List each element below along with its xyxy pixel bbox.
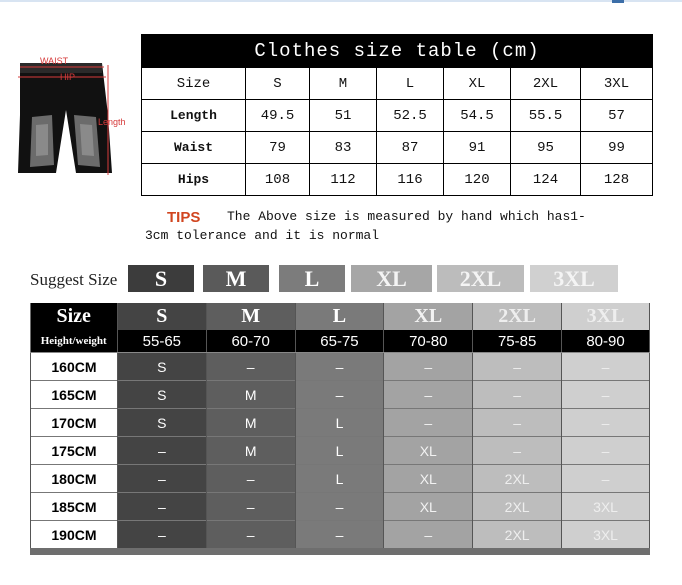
table-cell: 128 (581, 164, 653, 196)
height-weight-row (31, 330, 650, 353)
size-header-row (31, 303, 650, 330)
header-cell: L (377, 68, 444, 100)
suggest-size-m: M (203, 265, 269, 292)
table-cell: 87 (377, 132, 444, 164)
table-row (31, 353, 650, 381)
size-cell: S (117, 381, 206, 409)
table-cell: 120 (444, 164, 511, 196)
tips-text-line2: 3cm tolerance and it is normal (145, 228, 380, 243)
header-cell: 3XL (581, 68, 653, 100)
height-weight-size-table (30, 303, 650, 548)
table-cell: 51 (310, 100, 377, 132)
size-cell: – (295, 493, 384, 521)
table-row (31, 465, 650, 493)
height-cell: 190CM (31, 521, 118, 549)
suggest-size-xl: XL (351, 265, 432, 292)
size-cell: – (295, 521, 384, 549)
table-cell: 108 (246, 164, 310, 196)
size-cell: – (295, 381, 384, 409)
table-cell: 55.5 (511, 100, 581, 132)
size-header-cell: S (117, 303, 206, 330)
shorts-illustration (10, 55, 135, 185)
size-cell: – (562, 381, 650, 409)
size-cell: M (206, 381, 295, 409)
weight-range-cell: 70-80 (384, 330, 473, 353)
size-cell: – (473, 381, 562, 409)
size-cell: – (473, 353, 562, 381)
height-weight-table-container (30, 303, 650, 555)
weight-range-cell: 80-90 (562, 330, 650, 353)
row-label: Waist (142, 132, 246, 164)
size-cell: 2XL (473, 521, 562, 549)
table-cell: 57 (581, 100, 653, 132)
size-cell: – (384, 521, 473, 549)
size-cell: – (562, 409, 650, 437)
table-cell: 52.5 (377, 100, 444, 132)
size-cell: 3XL (562, 493, 650, 521)
size-header-cell: L (295, 303, 384, 330)
height-cell: 175CM (31, 437, 118, 465)
table-cell: 116 (377, 164, 444, 196)
header-row (142, 68, 653, 100)
suggest-size-3xl: 3XL (530, 265, 618, 292)
suggest-size-label: Suggest Size (30, 270, 118, 289)
header-cell: Size (142, 68, 246, 100)
size-cell: M (206, 409, 295, 437)
table-cell: 95 (511, 132, 581, 164)
size-header-cell: 3XL (562, 303, 650, 330)
table-row (142, 100, 653, 132)
weight-range-cell: 60-70 (206, 330, 295, 353)
table-cell: 112 (310, 164, 377, 196)
size-cell: – (384, 353, 473, 381)
table-row (31, 381, 650, 409)
size-cell: 2XL (473, 493, 562, 521)
size-cell: XL (384, 493, 473, 521)
suggest-size-2xl: 2XL (437, 265, 524, 292)
table-title: Clothes size table (cm) (142, 35, 653, 68)
size-cell: – (206, 353, 295, 381)
size-cell: 3XL (562, 521, 650, 549)
size-cell: 2XL (473, 465, 562, 493)
header-cell: M (310, 68, 377, 100)
table-row (142, 164, 653, 196)
size-cell: – (473, 437, 562, 465)
table-cell: 124 (511, 164, 581, 196)
size-cell: L (295, 465, 384, 493)
length-annotation: Length (98, 117, 126, 127)
size-header-cell: M (206, 303, 295, 330)
size-header-cell: 2XL (473, 303, 562, 330)
height-weight-label: Height/weight (31, 330, 118, 353)
header-cell: 2XL (511, 68, 581, 100)
row-label: Length (142, 100, 246, 132)
table-row (142, 132, 653, 164)
table-cell: 49.5 (246, 100, 310, 132)
size-cell: – (384, 381, 473, 409)
size-cell: M (206, 437, 295, 465)
size-cell: L (295, 437, 384, 465)
header-cell: S (246, 68, 310, 100)
suggest-size-l: L (279, 265, 345, 292)
table-cell: 99 (581, 132, 653, 164)
size-cell: – (206, 521, 295, 549)
size-cell: L (295, 409, 384, 437)
table-cell: 91 (444, 132, 511, 164)
size-header-label: Size (31, 303, 118, 330)
tips-label: TIPS (167, 209, 201, 226)
table-cell: 79 (246, 132, 310, 164)
height-cell: 160CM (31, 353, 118, 381)
size-cell: XL (384, 465, 473, 493)
height-cell: 170CM (31, 409, 118, 437)
height-cell: 180CM (31, 465, 118, 493)
size-cell: S (117, 353, 206, 381)
size-cell: – (206, 493, 295, 521)
size-cell: XL (384, 437, 473, 465)
size-cell: – (117, 437, 206, 465)
clothes-size-table (141, 34, 653, 196)
size-cell: – (562, 437, 650, 465)
size-cell: – (117, 493, 206, 521)
table-row (31, 493, 650, 521)
height-cell: 165CM (31, 381, 118, 409)
table-cell: 54.5 (444, 100, 511, 132)
suggest-size-s: S (128, 265, 194, 292)
row-label: Hips (142, 164, 246, 196)
size-cell: – (562, 465, 650, 493)
size-cell: – (562, 353, 650, 381)
weight-range-cell: 65-75 (295, 330, 384, 353)
hip-annotation: HIP (60, 72, 76, 82)
size-cell: S (117, 409, 206, 437)
height-cell: 185CM (31, 493, 118, 521)
header-cell: XL (444, 68, 511, 100)
table-cell: 83 (310, 132, 377, 164)
size-cell: – (206, 465, 295, 493)
size-header-cell: XL (384, 303, 473, 330)
weight-range-cell: 75-85 (473, 330, 562, 353)
size-cell: – (384, 409, 473, 437)
table-row (31, 437, 650, 465)
table-row (31, 521, 650, 549)
tips-text-line1: The Above size is measured by hand which has1- (227, 209, 586, 224)
weight-range-cell: 55-65 (117, 330, 206, 353)
table-row (31, 409, 650, 437)
size-cell: – (295, 353, 384, 381)
top-border (0, 0, 682, 2)
top-edge-mark (612, 0, 624, 3)
waist-annotation: WAIST (40, 56, 69, 66)
size-cell: – (473, 409, 562, 437)
size-cell: – (117, 465, 206, 493)
size-cell: – (117, 521, 206, 549)
